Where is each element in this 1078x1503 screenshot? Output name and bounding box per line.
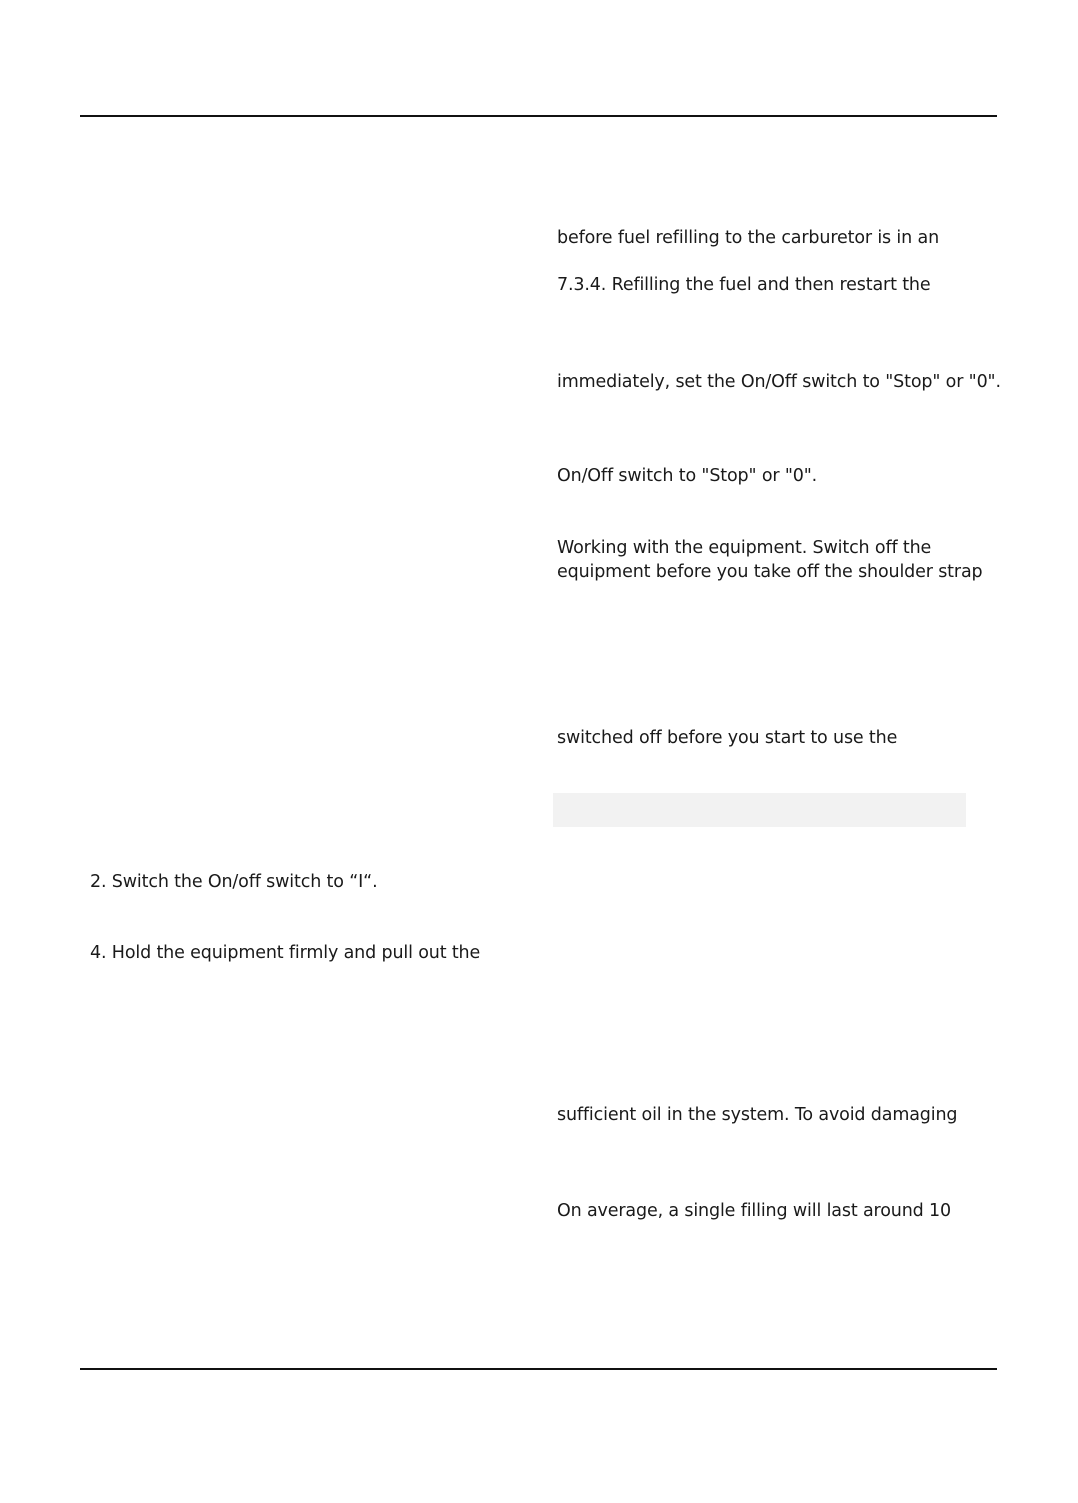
shaded-box [553, 793, 966, 827]
section-heading-7-3-4: 7.3.4. Refilling the fuel and then restart the [557, 275, 931, 295]
text-line: On average, a single filling will last around 10 [557, 1201, 951, 1221]
text-line: Working with the equipment. Switch off the [557, 538, 932, 558]
text-line: immediately, set the On/Off switch to "Stop" or "0". [557, 372, 1001, 392]
header-rule [80, 115, 997, 117]
text-line: before fuel refilling to the carburetor is in an [557, 228, 940, 248]
text-line: On/Off switch to "Stop" or "0". [557, 466, 818, 486]
footer-rule [80, 1368, 997, 1370]
text-line: switched off before you start to use the [557, 728, 898, 748]
text-line: sufficient oil in the system. To avoid damaging [557, 1105, 958, 1125]
text-line: equipment before you take off the shoulder strap [557, 562, 983, 582]
step-4: 4. Hold the equipment firmly and pull out the [90, 943, 481, 963]
step-2: 2. Switch the On/off switch to “I“. [90, 872, 378, 892]
